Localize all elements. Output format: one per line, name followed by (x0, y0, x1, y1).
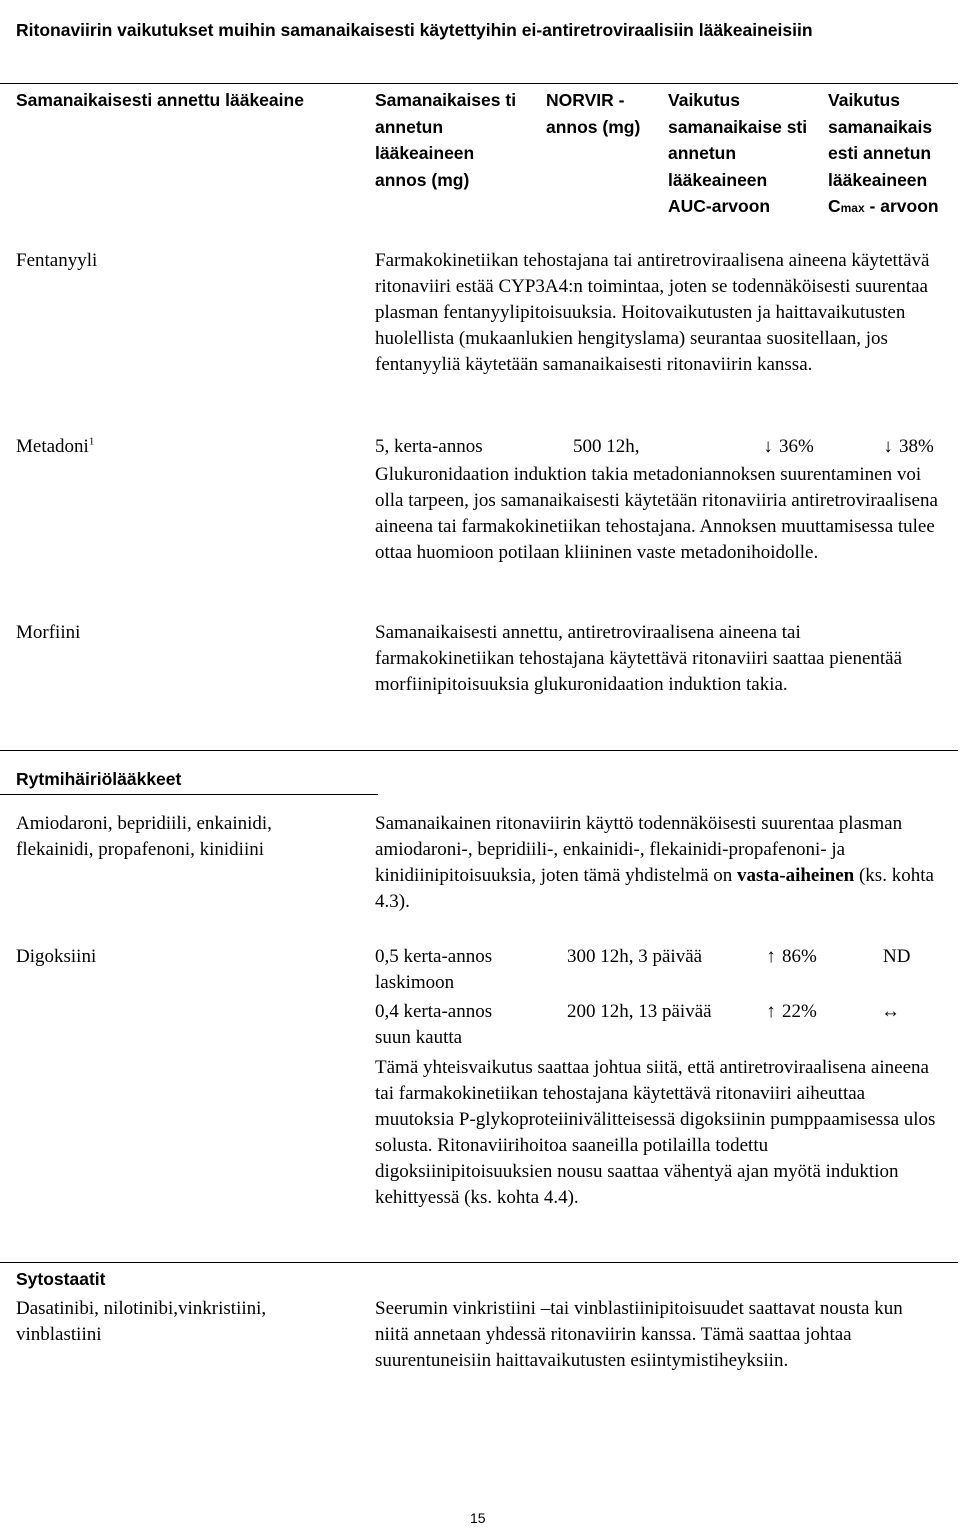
digoksiini-dose-2: 0,4 kerta-annos suun kautta (375, 1001, 493, 1048)
section-heading-sytostaatit: Sytostaatit (16, 1269, 106, 1289)
metadoni-auc-value: 36% (779, 436, 814, 457)
up-arrow-icon: ↑ (766, 1001, 776, 1022)
header-cmax-text: Vaikutus samanaikais esti annetun lääkeaineen C (828, 90, 933, 216)
drug-name-metadoni (16, 434, 94, 460)
metadoni-footnote: 1 (88, 435, 95, 448)
drug-name-fentanyyli: Fentanyyli (16, 250, 98, 271)
amiodaroni-contraindicated: vasta-aiheinen (737, 865, 855, 886)
page-title: Ritonaviirin vaikutukset muihin samanaikaisesti käytettyihin ei-antiretroviraalisiin lääkeaineisiin (16, 20, 813, 40)
amiodaroni-text: Samanaikainen ritonaviirin käyttö todennäköisesti suurentaa plasman amiodaroni-, bepridiili-, enkainidi-, flekainidi-propafenoni- ja kinidiinipitoisuuksia, joten tämä yhdistelmä on (375, 813, 903, 886)
section-heading-rytmihairiolaakkeet: Rytmihäiriölääkkeet (16, 769, 182, 789)
header-norvir-dose: NORVIR -annos (mg) (546, 90, 641, 137)
drug-name-dasatinibi: Dasatinibi, nilotinibi,vinkristiini, vinblastiini (16, 1298, 267, 1345)
metadoni-cmax (877, 434, 934, 460)
drug-name-morfiini: Morfiini (16, 622, 81, 643)
down-arrow-icon: ↓ (883, 436, 893, 457)
digoksiini-auc-1 (760, 944, 817, 970)
digoksiini-auc-1-value: 86% (782, 946, 817, 967)
digoksiini-auc-2-value: 22% (782, 1001, 817, 1022)
down-arrow-icon: ↓ (763, 436, 773, 457)
metadoni-description: Glukuronidaation induktion takia metadoniannoksen suurentaminen voi olla tarpeen, jos samanaikaisesti käytetään ritonaviiria antiretroviraalisena aineena tai farmakokinetiikan tehostajana. Annoksen muuttamisessa tulee ottaa huomioon potilaan kliininen vaste metadonihoidolle. (375, 464, 938, 563)
digoksiini-norvir-2: 200 12h, 13 päivää (567, 1001, 712, 1022)
dasatinibi-description: Seerumin vinkristiini –tai vinblastiinipitoisuudet saattavat nousta kun niitä annetaan yhdessä ritonaviirin kanssa. Tämä saattaa johtaa suurentuneisiin haittavaikutusten esiintymistiheyksiin. (375, 1298, 903, 1371)
title-divider (0, 83, 958, 84)
digoksiini-cmax-1: ND (883, 946, 911, 967)
digoksiini-dose-1: 0,5 kerta-annos laskimoon (375, 946, 493, 993)
header-concomitant-drug: Samanaikaisesti annettu lääkeaine (16, 90, 304, 110)
drug-name-digoksiini: Digoksiini (16, 946, 97, 967)
digoksiini-auc-2 (760, 999, 817, 1025)
page-number: 15 (470, 1510, 486, 1526)
fentanyyli-description: Farmakokinetiikan tehostajana tai antiretroviraalisena aineena käytettävä ritonaviiri estää CYP3A4:n toimintaa, joten se todennäköisesti suurentaa plasman fentanyylipitoisuuksia. Hoitovaikutusten ja haittavaikutusten huolellista (mukaanlukien hengityslama) seurantaa suositellaan, jos fentanyyliä käytetään samanaikaisesti ritonaviirin kanssa. (375, 250, 930, 375)
morfiini-description: Samanaikaisesti annettu, antiretroviraalisena aineena tai farmakokinetiikan tehostajana käytettävä ritonaviiri saattaa pienentää morfiinipitoisuuksia glukuronidaation induktion takia. (375, 622, 903, 695)
metadoni-label: Metadoni (16, 436, 89, 457)
header-cmax-effect (828, 87, 956, 222)
up-arrow-icon: ↑ (766, 946, 776, 967)
digoksiini-description: Tämä yhteisvaikutus saattaa johtua siitä, että antiretroviraalisena aineena tai farmakokinetiikan tehostajana käytettävä ritonaviiri aiheuttaa muutoksia P-glykoproteiinivälitteisessä digoksiinin pumppaamisessa ulos solusta. Ritonaviirihoitoa saaneilla potilailla todettu digoksiinipitoisuuksien nousu saattaa vähentyä ajan myötä induktion kehittyessä (ks. kohta 4.4). (375, 1057, 936, 1208)
metadoni-dose: 5, kerta-annos (375, 436, 483, 457)
digoksiini-norvir-1: 300 12h, 3 päivää (567, 946, 703, 967)
metadoni-norvir: 500 12h, (573, 436, 640, 457)
metadoni-auc (757, 434, 814, 460)
drug-name-amiodaroni: Amiodaroni, bepridiili, enkainidi, flekainidi, propafenoni, kinidiini (16, 813, 272, 860)
amiodaroni-description (375, 811, 945, 915)
amiodaroni-text-end: (ks. kohta 4.3). (375, 865, 934, 912)
header-cmax-sub: max (840, 201, 865, 215)
section-divider-2 (0, 794, 378, 795)
header-cmax-text-b: - arvoon (864, 196, 939, 216)
digoksiini-cmax-2: ↔ (881, 1001, 900, 1022)
header-auc-effect: Vaikutus samanaikaise sti annetun lääkeaineen AUC-arvoon (668, 90, 808, 216)
section-divider-3 (0, 1262, 958, 1263)
section-divider-1 (0, 750, 958, 751)
metadoni-cmax-value: 38% (899, 436, 934, 457)
header-concomitant-dose: Samanaikaises ti annetun lääkeaineen annos (mg) (375, 90, 517, 190)
